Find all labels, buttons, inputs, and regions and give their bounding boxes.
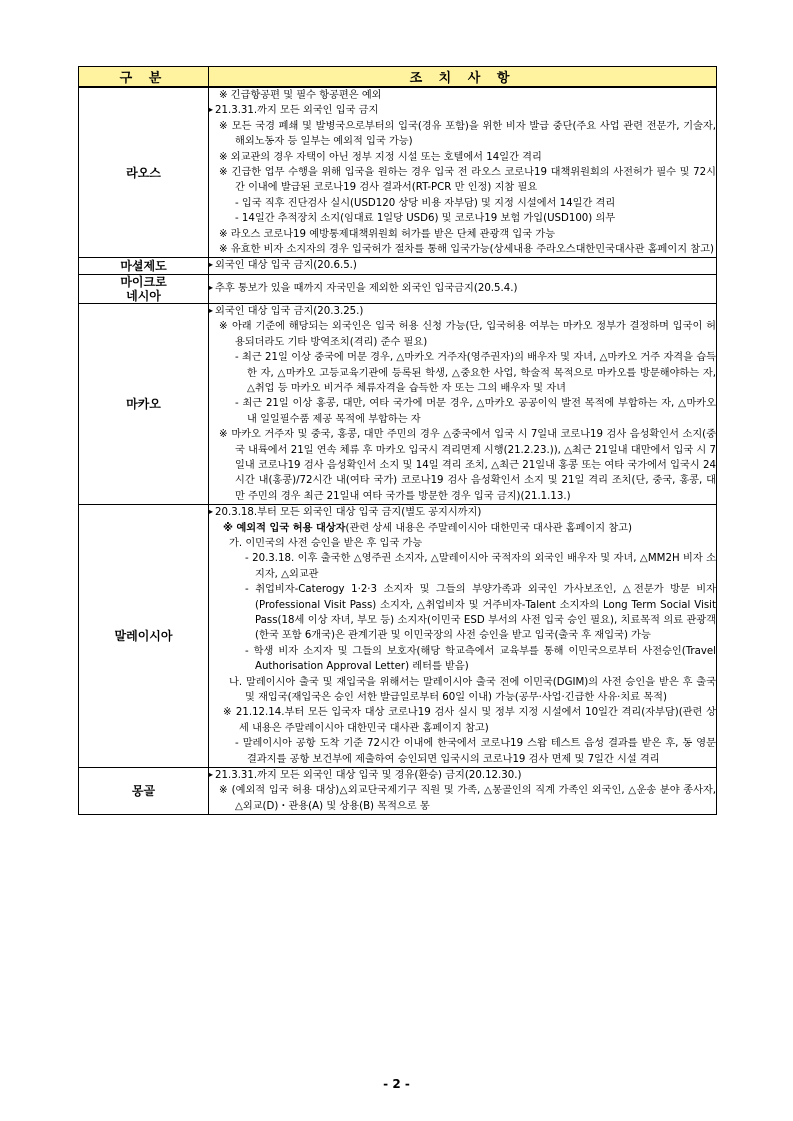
measure-line: - 말레이시아 공항 도착 기준 72시간 이내에 한국에서 코로나19 스왑 테스트 음성 결과를 받은 후, 동 영문 결과지를 공항 보건부에 제출하여 승인되면 입국시의 코로나19 검사 면제 및 7일간 시설 격리 [235, 738, 716, 765]
measure-line: ※ 모든 국경 폐쇄 및 발병국으로부터의 입국(경유 포함)을 위한 비자 발급 중단(주요 사업 관련 전문가, 기술자, 해외노동자 등 일부는 예외적 입국 가능) [219, 120, 716, 148]
row-marshall [79, 258, 717, 274]
measures-macau [209, 303, 717, 504]
measure-line: - 14일간 추적장치 소지(임대료 1일당 USD6) 및 코로나19 보험 가입(USD100) 의무 [235, 213, 616, 225]
measure-line: - 20.3.18. 이후 출국한 △영주권 소지자, △말레이시아 국적자의 외국인 배우자 및 자녀, △MM2H 비자 소지자, △외교관 [245, 553, 716, 580]
measures-marshall [209, 258, 717, 274]
country-macau: 마카오 [79, 303, 209, 504]
row-mongolia [79, 768, 717, 815]
measure-line: ※ 라오스 코로나19 예방통제대책위원회 허가를 받은 단체 관광객 입국 가능 [219, 228, 556, 240]
measure-line: - 최근 21일 이상 중국에 머문 경우, △마카오 거주자(영주권자)의 배우자 및 자녀, △마카오 거주 자격을 습득한 자, △마카오 고등교육기관에 등록된 학생, △중요한 사업, 학술적 목적으로 마카오를 방문해야하는 자, △취업 등 마카오 비거주 체류자격을 습득한 자 또는 그의 배우자 및 자녀 [235, 352, 716, 394]
country-micronesia [79, 274, 209, 303]
measures-micronesia [209, 274, 717, 303]
measure-line: 나. 말레이시아 출국 및 재입국을 위해서는 말레이시아 출국 전에 이민국(DGIM)의 사전 승인을 받은 후 출국 및 재입국(재입국은 승인 서한 발급일로부터 60일 이내) 가능(공무·사업·긴급한 사유·치료 목적) [229, 676, 716, 704]
row-laos [79, 87, 717, 258]
measure-line: ▸ 21.3.31.까지 모든 외국인 대상 입국 및 경유(환승) 금지(20.12.30.) [209, 768, 716, 783]
measure-line: ▸ 20.3.18.부터 모든 외국인 대상 입국 금지(별도 공지시까지) [209, 505, 716, 520]
measure-line: - 최근 21일 이상 홍콩, 대만, 여타 국가에 머문 경우, △마카오 공공이익 발전 목적에 부합하는 자, △마카오 내 일일필수품 제공 목적에 부합하는 자 [235, 398, 716, 425]
country-name-part: 마이크로 [120, 274, 167, 289]
measure-line: ※ 외교관의 경우 자택이 아닌 정부 지정 시설 또는 호텔에서 14일간 격리 [219, 151, 542, 163]
country-laos: 라오스 [79, 87, 209, 258]
measures-malaysia [209, 505, 717, 768]
measure-line: ※ 긴급한 업무 수행을 위해 입국을 원하는 경우 입국 전 라오스 코로나19 대책위원회의 사전허가 필수 및 72시간 이내에 발급된 코로나19 검사 결과서(RT-PCR 만 인정) 지참 필요 [219, 167, 716, 194]
table-header-row [79, 67, 717, 88]
page-number: - 2 - [383, 1077, 410, 1091]
measure-line: ▸ 외국인 대상 입국 금지(20.3.25.) [209, 304, 716, 319]
measure-line: ※ 마카오 거주자 및 중국, 홍콩, 대만 주민의 경우 △중국에서 입국 시 7일내 코로나19 검사 음성확인서 소지(중국 내륙에서 21일 연속 체류 후 마카오 입국시 격리면제 시행(21.2.23.)), △최근 21일내 대만에서 입국 시 7일내 코로나19 검사 음성확인서 소지 및 14일 격리 조치, △최근 21일내 홍콩 또는 여타 국가에서 입국시 24시간 내(홍콩)/72시간 내(여타 국가) 코로나19 검사 음성확인서 소지 및 21일 격리 조치(단, 중국, 홍콩, 대만 주민의 경우 최근 21일내 여타 국가를 방문한 경우 입국 금지)(21.1.13.) [219, 429, 716, 502]
row-macau [79, 303, 717, 504]
measures-mongolia [209, 768, 717, 815]
country-malaysia: 말레이시아 [79, 505, 209, 768]
measure-line: - 입국 직후 진단검사 실시(USD120 상당 비용 자부담) 및 지정 시설에서 14일간 격리 [235, 197, 616, 209]
row-micronesia [79, 274, 717, 303]
measure-line: - 학생 비자 소지자 및 그들의 보호자(해당 학교측에서 교육부를 통해 이민국으로부터 사전승인(Travel Authorisation Approval Letter) 레터를 받음) [245, 645, 716, 673]
measures-table [78, 66, 717, 815]
measure-line: ※ (예외적 입국 허용 대상)△외교단국제기구 직원 및 가족, △몽골인의 직계 가족인 외국인, △운송 분야 종사자, △외교(D)・관용(A) 및 상용(B) 목적으로 몽 [219, 785, 716, 812]
measure-line: - 취업비자-Caterogy 1·2·3 소지자 및 그들의 부양가족과 외국인 가사보조인, △전문가 방문 비자(Professional Visit Pass) 소지자, △취업비자 및 거주비자-Talent 소지자의 Long Term Social Visit Pass(18세 이상 자녀, 부모 등) 소지자(이민국 ESD 부서의 사전 입국 승인 필요), 치료목적 의료 관광객(한국 포함 6개국)은 관계기관 및 이민국장의 사전 승인을 받고 입국(출국 후 재입국) 가능 [245, 584, 716, 642]
measures-laos [209, 87, 717, 258]
measure-line: ※ 긴급항공편 및 필수 항공편은 예외 [219, 90, 382, 101]
country-name-part: 네시아 [126, 288, 161, 303]
exception-heading: ※ 예외적 입국 허용 대상자 [223, 522, 346, 534]
exception-detail: (관련 상세 내용은 주말레이시아 대한민국 대사관 홈페이지 참고) [345, 522, 632, 534]
header-category: 구 분 [79, 67, 209, 88]
country-mongolia: 몽골 [79, 768, 209, 815]
measure-line: 가. 이민국의 사전 승인을 받은 후 입국 가능 [229, 537, 423, 549]
row-malaysia [79, 505, 717, 768]
measure-line: ▸ 21.3.31.까지 모든 외국인 입국 금지 [209, 103, 716, 118]
measure-line: ▸ 외국인 대상 입국 금지(20.6.5.) [209, 258, 716, 273]
measure-line: ※ 유효한 비자 소지자의 경우 입국허가 절차를 통해 입국가능(상세내용 주라오스대한민국대사관 홈페이지 참고) [219, 244, 714, 256]
measure-line: ※ 21.12.14.부터 모든 입국자 대상 코로나19 검사 실시 및 정부 지정 시설에서 10일간 격리(자부담)(관련 상세 내용은 주말레이시아 대한민국 대사관 홈페이지 참고) [223, 707, 716, 734]
country-marshall: 마셜제도 [79, 258, 209, 274]
header-measures: 조 치 사 항 [209, 67, 717, 88]
measure-line: ▸ 추후 통보가 있을 때까지 자국민을 제외한 외국인 입국금지(20.5.4.) [209, 281, 716, 296]
measure-line: ※ 아래 기준에 해당되는 외국인은 입국 허용 신청 가능(단, 입국허용 여부는 마카오 정부가 결정하며 입국이 허용되더라도 기타 방역조치(격리) 준수 필요) [219, 321, 716, 348]
measure-line [209, 521, 716, 536]
